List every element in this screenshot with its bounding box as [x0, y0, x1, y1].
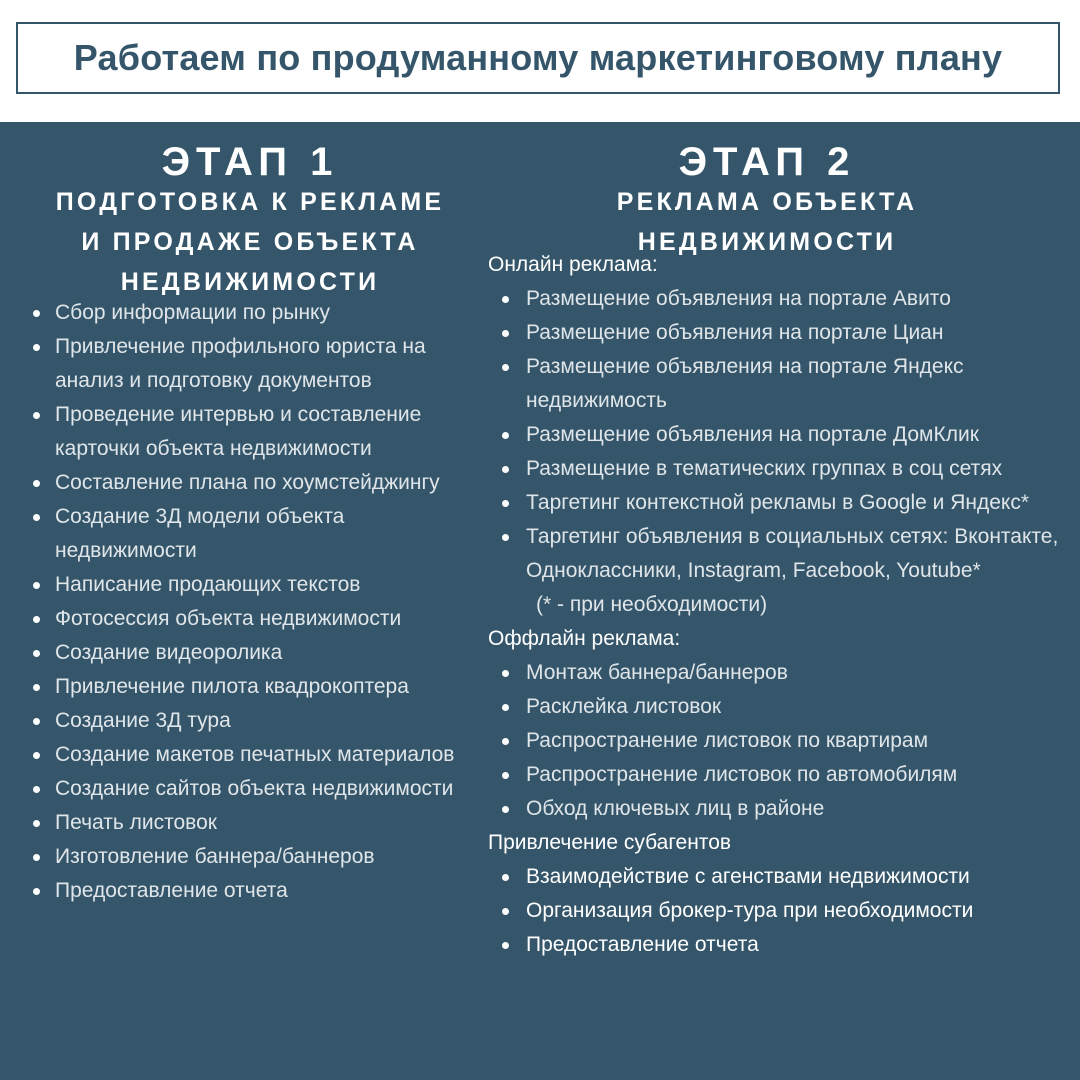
stage-1-subtitle-line: ПОДГОТОВКА К РЕКЛАМЕ [55, 188, 445, 216]
subagents-list [488, 860, 1080, 962]
list-item: Организация брокер-тура при необходимости [488, 894, 1080, 928]
list-item: Размещение объявления на портале Циан [488, 316, 1080, 350]
list-item: Создание видеоролика [0, 636, 485, 670]
list-item: Обход ключевых лиц в районе [488, 792, 1080, 826]
list-item: Создание макетов печатных материалов [0, 738, 485, 772]
list-item: Размещение в тематических группах в соц сетях [488, 452, 1080, 486]
list-item: Сбор информации по рынку [0, 296, 485, 330]
online-ads-list [488, 282, 1080, 588]
list-item: Предоставление отчета [0, 874, 485, 908]
list-item: Проведение интервью и составление карточки объекта недвижимости [0, 398, 485, 466]
list-item: Размещение объявления на портале Яндекс недвижимость [488, 350, 1080, 418]
list-item: Распространение листовок по автомобилям [488, 758, 1080, 792]
stage-2-heading: ЭТАП 2 [678, 140, 856, 184]
list-item: Размещение объявления на портале Авито [488, 282, 1080, 316]
stage-2-subtitle-line: НЕДВИЖИМОСТИ [637, 228, 897, 256]
stage-1-subtitle-line: И ПРОДАЖЕ ОБЪЕКТА [81, 228, 419, 256]
offline-ads-list [488, 656, 1080, 826]
list-item: Расклейка листовок [488, 690, 1080, 724]
list-item: Создание 3Д модели объекта недвижимости [0, 500, 485, 568]
list-item: Размещение объявления на портале ДомКлик [488, 418, 1080, 452]
online-ads-label: Онлайн реклама: [488, 253, 658, 276]
list-item: Таргетинг контекстной рекламы в Google и Яндекс* [488, 486, 1080, 520]
stage-2-column [488, 122, 1080, 962]
list-item: Печать листовок [0, 806, 485, 840]
stage-1-heading: ЭТАП 1 [161, 140, 339, 184]
list-item: Монтаж баннера/баннеров [488, 656, 1080, 690]
list-item: Таргетинг объявления в социальных сетях: Вконтакте, Одноклассники, Instagram, Facebook, Youtube* [488, 520, 1080, 588]
list-item: Изготовление баннера/баннеров [0, 840, 485, 874]
list-item: Привлечение пилота квадрокоптера [0, 670, 485, 704]
list-item: Взаимодействие с агенствами недвижимости [488, 860, 1080, 894]
stage-2-subtitle-line: РЕКЛАМА ОБЪЕКТА [616, 188, 918, 216]
content-panel [0, 122, 1080, 1080]
list-item: Создание 3Д тура [0, 704, 485, 738]
offline-ads-label: Оффлайн реклама: [488, 627, 681, 650]
list-item: Предоставление отчета [488, 928, 1080, 962]
list-item: Составление плана по хоумстейджингу [0, 466, 485, 500]
list-item: Фотосессия объекта недвижимости [0, 602, 485, 636]
list-item: Распространение листовок по квартирам [488, 724, 1080, 758]
stage-1-subtitle [0, 182, 500, 302]
list-item: Создание сайтов объекта недвижимости [0, 772, 485, 806]
stage-1-list [0, 296, 488, 908]
footnote: (* - при необходимости) [536, 593, 768, 616]
title-box [16, 22, 1060, 94]
stage-1-subtitle-line: НЕДВИЖИМОСТИ [120, 268, 380, 296]
list-item: Написание продающих текстов [0, 568, 485, 602]
list-item: Привлечение профильного юриста на анализ и подготовку документов [0, 330, 485, 398]
page-title: Работаем по продуманному маркетинговому плану [73, 37, 1003, 78]
subagents-label: Привлечение субагентов [488, 831, 732, 854]
stage-1-column [0, 122, 488, 908]
